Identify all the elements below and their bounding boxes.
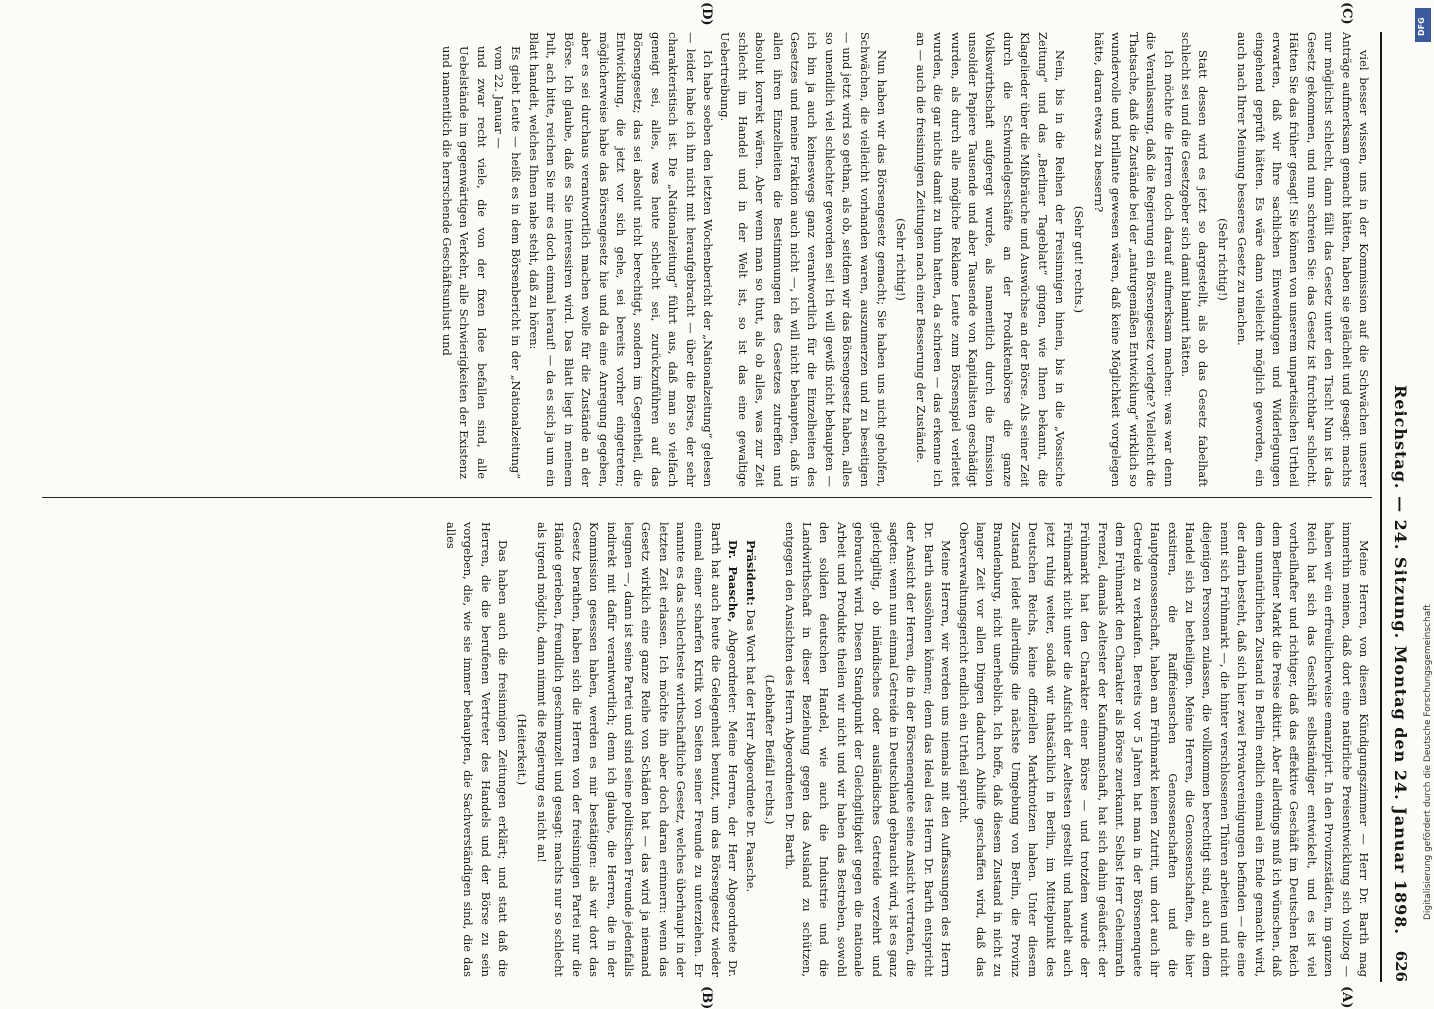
- header-rule: [1380, 32, 1382, 982]
- page-number: 626: [1392, 950, 1410, 982]
- quoted-passage: und zwar recht viele, die von der fixen Idee befallen sind, alle Uebelstände im gegenwärtigen Verkehr, alle Schwierigkeiten der Existenz und namentlich die herrschende Geschäftsunlust und: [439, 46, 489, 479]
- body-paragraph: Ich habe soeben den letzten Wochenbericht der „Nationalzeitung“ gelesen — leider habe ich ihn nicht mit heraufgebracht — über die Börse, der sehr charakteristisch ist. Die „Nationalzeitung“ führt aus, daß man so vielfach geneigt sei, alles, was heute schlecht sei, zurückzuführen auf das Börsengesetz; das sei absolut nicht berechtigt, sondern im Gegentheil, die Entwicklung, die jetzt vor sich gehe, sei bereits vorher eingetreten; möglicherweise habe das Börsengesetz hie und da eine Anregung gegeben, aber es sei durchaus verantwortlich machen wolle für die Zustände an der Börse. Ich glaube, daß es Sie interessiren wird. Das Blatt liegt in meinem Pult, ach bitte, reichen Sie mir es doch einmal herauf! — da es sich ja um ein Blatt handelt, welches Ihnen nahe steht, daß zu hören:: [526, 32, 715, 487]
- body-paragraph: Das haben auch die freisinnigen Zeitungen erklärt; und statt daß die Herren, die die berufenen Vertreter des Handels und der Börse zu sein vorgeben, die, wie sie immer behaupten, die Sachverständigen sind, die das alles: [443, 522, 511, 977]
- body-paragraph: Meine Herren, wir werden uns niemals mit den Auffassungen des Herrn Dr. Barth aussöhnen können; denn das Ideal des Herrn Dr. Barth entspricht der Ansicht der Herren, die in der Börsenenquete seine Ansicht vertraten, die sagten: wenn nun einmal Getreide in Deutschland gebraucht wird, ist es ganz gleichgiltig, ob inländisches oder ausländisches Getreide verzehrt und gebraucht wird. Diesen Standpunkt der Gleichgiltigkeit gegen die nationale Arbeit und Produkte theilen wir nicht und wir haben das Bestreben, sowohl den soliden deutschen Handel, wie auch die Industrie und die Landwirthschaft in dieser Beziehung gegen das Ausland zu schützen, entgegen den Ansichten des Herrn Abgeordneten Dr. Barth.: [782, 522, 954, 977]
- speech-text: Das Wort hat der Herr Abgeordnete Dr. Paasche.: [743, 605, 758, 893]
- interjection: (Sehr gut! rechts.): [1072, 205, 1087, 314]
- margin-mark-b: (B): [699, 986, 714, 1009]
- body-paragraph: Ich möchte die Herren doch darauf aufmerksam machen: was war denn die Veranlassung, daß die Regierung ein Börsengesetz vorlegte? Vielleicht die Thatsache, daß die Zustände bei der „naturgemäßen Entwicklung“ wirklich so wundervolle und brillante gewesen wären, daß keine Möglichkeit vorgelegen hätte, daran etwas zu bessern?: [1091, 32, 1176, 487]
- quoted-passage: Es giebt Leute — heißt es in dem Börsenbericht in der „Nationalzeitung“ vom 22. Januar —: [492, 46, 524, 479]
- margin-mark-a: (A): [1339, 986, 1354, 1009]
- digitization-credit: Digitalisierung gefördert durch die Deutsche Forschungsgemeinschaft: [1423, 604, 1433, 920]
- left-text-column: [42, 522, 1372, 977]
- body-paragraph: Statt dessen wird es jetzt so dargestellt, als ob das Gesetz fabelhaft schlecht sei und die Gesetzgeber sich damit blamirt hätten.: [1178, 32, 1211, 487]
- speaker-name: Präsident:: [743, 540, 758, 606]
- dfg-logo-text: DFG: [1417, 17, 1426, 36]
- body-paragraph: Nun haben wir das Börsengesetz gemacht; Sie haben uns nicht geholfen, Schwächen, die vielleicht vorhanden waren, auszumerzen und zu beseitigen — und jetzt wird so gethan, als ob, seitdem wir das Börsengesetz haben, alles so unendlich viel schlechter geworden sei! Ich will gewiß nicht behaupten — ich bin ja auch keineswegs ganz verantwortlich für die Einzelheiten des Gesetzes und meine Fraktion auch nicht —, ich will nicht behaupten, daß in allen ihren Einzelheiten die Bestimmungen des Gesetzes zutreffen und absolut korrekt wären. Aber wenn man so thut, als ob alles, was zur Zeit schlecht im Handel und in der Welt ist, so ist das eine gewaltige Uebertreibung.: [718, 32, 890, 487]
- interjection: (Heiterkeit.): [515, 713, 530, 786]
- margin-mark-d: (D): [699, 2, 714, 26]
- body-paragraph: Nein, bis in die Reihen der Freisinnigen hinein, bis in die „Vossische Zeitung“ und das „Berliner Tageblatt“ gingen, wie Ihnen bekannt, die Klagelieder über die Mißbräuche und Auswüchse an der Börse. Als seiner Zeit durch die Schwindelgeschäfte an der Produktenbörse die ganze Volkswirthschaft aufgeregt wurde, als namentlich durch die Emission unsolider Papiere Tausende und aber Tausende von Kapitalisten geschädigt wurden, als durch alle mögliche Reklame Leute zum Börsenspiel verleitet wurden, die gar nichts damit zu thun hatten, da schrieen — das erkenne ich an — auch die freisinnigen Zeitungen nach einer Besserung der Zustände.: [913, 32, 1068, 487]
- interjection: (Sehr richtig!): [1215, 218, 1230, 301]
- right-text-column: [42, 32, 1372, 487]
- speaker-name: Dr. Paasche,: [726, 540, 741, 623]
- running-head: Reichstag. — 24. Sitzung. Montag den 24. Januar 1898.: [1391, 385, 1410, 935]
- interjection: (Sehr richtig!): [894, 218, 909, 301]
- speech-text: Abgeordneter: Meine Herren, der Herr Abgeordnete Dr. Barth hat auch heute die Gelegenheit benutzt, um das Börsengesetz wieder einmal einer scharfen Kritik von Seiten seiner Freunde zu unterziehen. Er nannte es das schlechteste wirthschaftliche Gesetz, welches überhaupt in der letzten Zeit erlassen. Ich möchte ihn aber doch daran erinnern: wenn das Gesetz wirklich eine ganze Reihe von Schäden hat — das wird ja niemand leugnen —, dann ist seine Partei und sind seine politischen Freunde jedenfalls indirekt mit dafür verantwortlich; denn ich glaube, die Herren, die in der Kommission gesessen haben, werden es mir bestätigen: als wir dort das Gesetz berathen, haben sich die Herren von der freisinnigen Partei nur die Hände gerieben, freundlich geschmunzelt und gesagt: machts nur so schlecht als irgend möglich, dann nimmt die Regierung es nicht an!: [534, 522, 741, 977]
- body-paragraph: Meine Herren, von diesem Kündigungszimmer — Herr Dr. Barth mag immerhin meinen, daß dort eine natürliche Preisentwicklung sich vollzog — haben wir ein erfreulicherweise emanzipirt. In den Provinzstädten, im ganzen Reich hat sich das Geschäft selbständiger entwickelt, und es ist viel vortheilhafter und richtiger, daß das effektive Geschäft im Deutschen Reich dem Berliner Markt die Preise diktirt. Aber allerdings muß ich wünschen, daß dem unnatürlichen Zustand in Berlin endlich einmal ein Ende gemacht wird, der darin besteht, daß sich hier zwei Privatvereinigungen befinden — die eine nennt sich Frühmarkt —, die hinter verschlossenen Thüren arbeiten und nicht diejenigen Personen zulassen, die vollkommen berechtigt sind, auch an dem Handel sich zu betheiligen. Meine Herren, die Genossenschaften, die hier existiren, die Raiffeisenschen Genossenschaften und die Hauptgenossenschaft, haben am Frühmarkt keinen Zutritt, um dort auch ihr Getreide zu verkaufen. Bereits vor 5 Jahren hat man in der Börsenenquete dem Frühmarkt den Charakter als Börse zuerkannt. Selbst Herr Geheimrath Frenzel, damals Aeltester der Kaufmannschaft, hat sich dahin geäußert: der Frühmarkt hat den Charakter einer Börse — und trotzdem wurde der Frühmarkt nicht unter die Aufsicht der Aeltesten gestellt und handelt auch jetzt ruhig weiter, sodaß wir thatsächlich in Berlin, im Mittelpunkt des Deutschen Reichs, keine offiziellen Marktnotizen haben. Unter diesem Zustand leidet allerdings die nächste Umgebung von Berlin, die Provinz Brandenburg, nicht unerheblich. Ich hoffe, daß diesem Zustand in nicht zu langer Zeit vor allen Dingen dadurch Abhilfe geschaffen wird, daß das Oberverwaltungsgericht endlich ein Urtheil spricht.: [956, 522, 1371, 977]
- dfg-logo: [1415, 8, 1431, 42]
- column-divider: [42, 497, 1372, 498]
- speech-paragraph: [533, 522, 742, 977]
- interjection: (Lebhafter Beifall rechts.): [763, 674, 778, 825]
- digitization-credit-strip: [1412, 0, 1434, 1000]
- body-paragraph: viel besser wissen, uns in der Kommission auf die Schwächen unserer Anträge aufmerksam gemacht hätten, haben sie gelächelt und gesagt: machts nur möglichst schlecht, dann fällt das Gesetz unter den Tisch! Nun ist das Gesetz gekommen, und nun schreien Sie: das Gesetz ist furchtbar schlecht. Hätten Sie das früher gesagt! Sie können von unserem unparteiischen Urtheil erwarten, daß wir Ihre sachlichen Einwendungen und Widerlegungen eingehend geprüft hätten. Es wäre dann vielleicht möglich geworden, ein auch nach Ihrer Meinung besseres Gesetz zu machen.: [1235, 32, 1371, 487]
- speech-paragraph: [741, 522, 758, 977]
- margin-mark-c: (C): [1339, 2, 1354, 25]
